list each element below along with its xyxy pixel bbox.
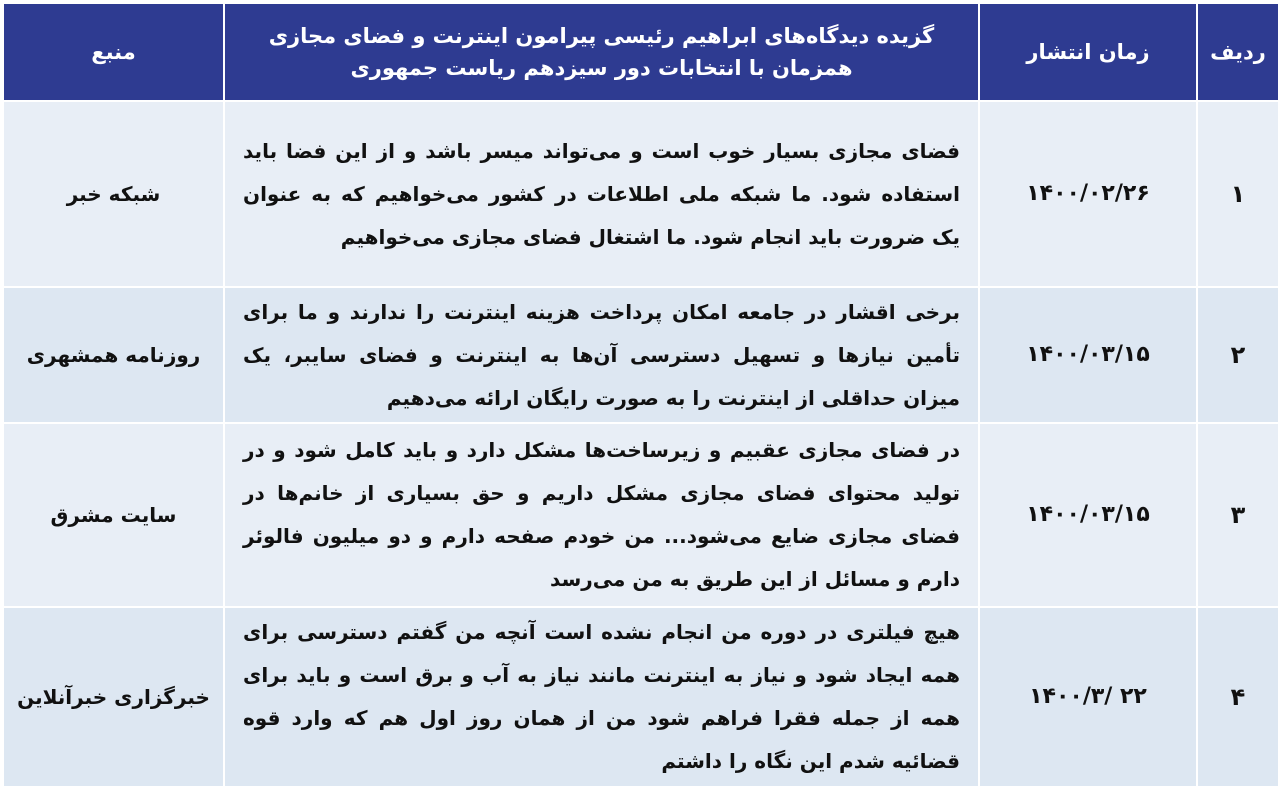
row-radif: ۲	[1197, 287, 1279, 423]
row-source: خبرگزاری خبرآنلاین	[3, 607, 224, 787]
row-radif: ۴	[1197, 607, 1279, 787]
row-date: ۱۴۰۰/۰۳/۱۵	[979, 423, 1197, 607]
header-radif: ردیف	[1197, 3, 1279, 101]
row-date: ۱۴۰۰/۳/ ۲۲	[979, 607, 1197, 787]
table-row	[3, 607, 1279, 787]
row-source: روزنامه همشهری	[3, 287, 224, 423]
row-quote: فضای مجازی بسیار خوب است و می‌تواند میسر باشد و از این فضا باید استفاده شود. ما شبکه ملی اطلاعات در کشور می‌خواهیم که به عنوان یک ضرورت باید انجام شود. ما اشتغال فضای مجازی می‌خواهیم	[224, 101, 979, 287]
table-row	[3, 101, 1279, 287]
header-row	[3, 3, 1279, 101]
row-radif: ۳	[1197, 423, 1279, 607]
row-radif: ۱	[1197, 101, 1279, 287]
row-quote: برخی اقشار در جامعه امکان پرداخت هزینه اینترنت را ندارند و ما برای تأمین نیازها و تسهیل دسترسی آن‌ها به اینترنت و فضای سایبر، یک میزان حداقلی از اینترنت را به صورت رایگان ارائه می‌دهیم	[224, 287, 979, 423]
quotes-table-container	[2, 2, 1278, 786]
row-date: ۱۴۰۰/۰۲/۲۶	[979, 101, 1197, 287]
table-row	[3, 423, 1279, 607]
row-quote: در فضای مجازی عقبیم و زیرساخت‌ها مشکل دارد و باید کامل شود و در تولید محتوای فضای مجازی مشکل داریم و حق بسیاری از خانم‌ها در فضای مجازی ضایع می‌شود... من خودم صفحه دارم و دو میلیون فالوئر دارم و مسائل از این طریق به من می‌رسد	[224, 423, 979, 607]
row-quote: هیچ فیلتری در دوره من انجام نشده است آنچه من گفتم دسترسی برای همه ایجاد شود و نیاز به اینترنت مانند نیاز به آب و برق است و باید برای همه از جمله فقرا فراهم شود من از همان روز اول هم که وارد قوه قضائیه شدم این نگاه را داشتم	[224, 607, 979, 787]
row-source: سایت مشرق	[3, 423, 224, 607]
header-date: زمان انتشار	[979, 3, 1197, 101]
row-date: ۱۴۰۰/۰۳/۱۵	[979, 287, 1197, 423]
header-source: منبع	[3, 3, 224, 101]
quotes-table	[2, 2, 1280, 788]
header-quote: گزیده دیدگاه‌های ابراهیم رئیسی پیرامون اینترنت و فضای مجازی همزمان با انتخابات دور سیزدهم ریاست جمهوری	[224, 3, 979, 101]
table-row	[3, 287, 1279, 423]
row-source: شبکه خبر	[3, 101, 224, 287]
